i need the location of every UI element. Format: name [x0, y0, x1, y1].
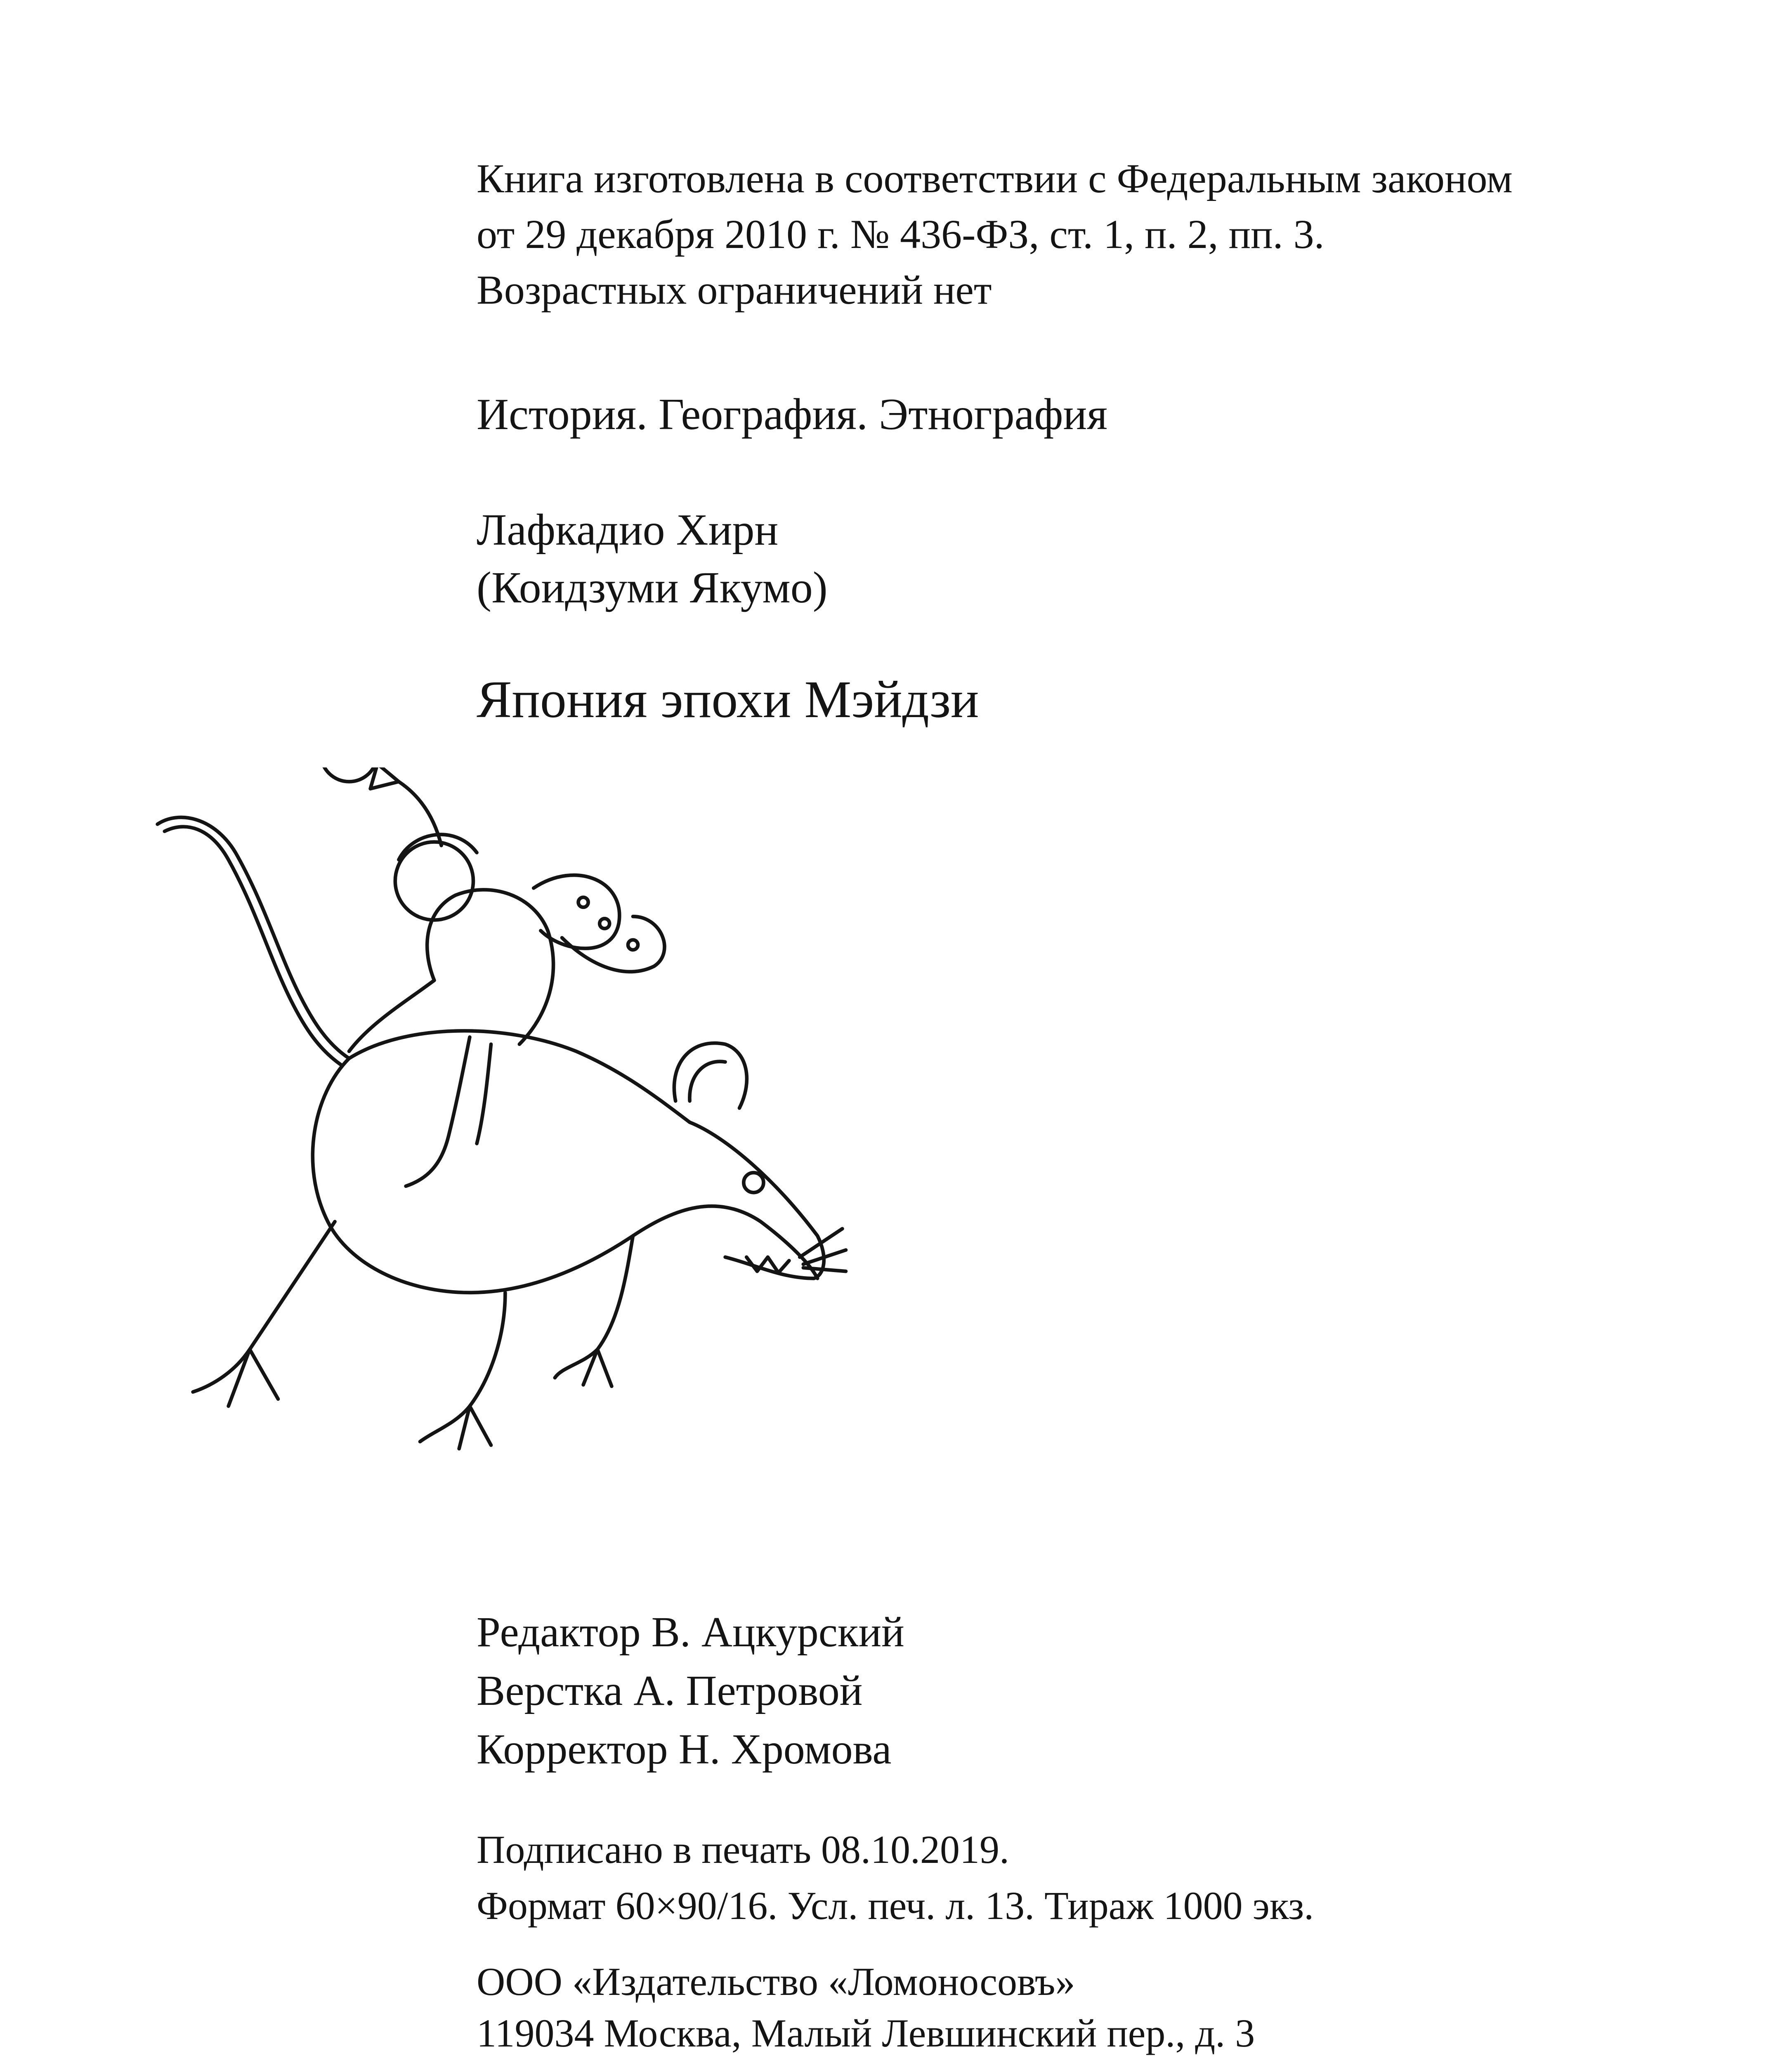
author-name: Лафкадио Хирн [477, 505, 779, 555]
law-notice [477, 151, 1513, 318]
rat-rider-illustration [124, 767, 858, 1477]
print-info-block [477, 1822, 1314, 1934]
book-title-text: Япония эпохи Мэйдзи [477, 670, 979, 729]
author-block [477, 501, 828, 617]
law-notice-line: Книга изготовлена в соответствии с Федеральным законом [477, 156, 1513, 201]
publisher-phone [477, 2059, 1255, 2063]
book-category [477, 386, 1107, 444]
credits-block [477, 1603, 904, 1779]
proofreader-credit: Корректор Н. Хромова [477, 1725, 892, 1773]
publisher-name: ООО «Издательство «Ломоносовъ» [477, 1959, 1075, 2004]
editor-credit: Редактор В. Ацкурский [477, 1608, 904, 1656]
layout-credit: Верстка А. Петровой [477, 1667, 863, 1714]
law-notice-line: от 29 декабря 2010 г. № 436-ФЗ, ст. 1, п. 2, пп. 3. [477, 211, 1325, 257]
law-notice-line: Возрастных ограничений нет [477, 267, 992, 313]
signed-to-print: Подписано в печать 08.10.2019. [477, 1827, 1009, 1872]
category-text: История. География. Этнография [477, 390, 1107, 439]
publisher-address: 119034 Москва, Малый Левшинский пер., д. 3 [477, 2011, 1255, 2055]
author-pen-name: (Коидзуми Якумо) [477, 563, 828, 612]
format-info: Формат 60×90/16. Усл. печ. л. 13. Тираж 1000 экз. [477, 1884, 1314, 1928]
publisher-block [477, 1956, 1255, 2063]
book-title [477, 666, 979, 732]
